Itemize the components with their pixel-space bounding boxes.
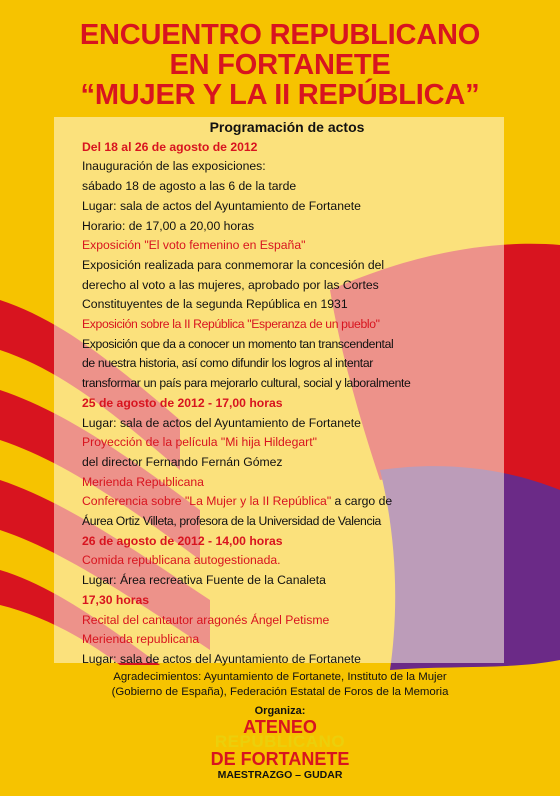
title-line-2: EN FORTANETE xyxy=(169,49,391,81)
date-heading: 25 de agosto de 2012 - 17,00 horas xyxy=(82,395,283,410)
title-line-1: ENCUENTRO REPUBLICANO xyxy=(79,19,481,51)
program-line: derecho al voto a las mujeres, aprobado por las Cortes xyxy=(82,277,379,292)
program-line: Exposición realizada para conmemorar la concesión del xyxy=(82,257,385,272)
program-line: Inauguración de las exposiciones: xyxy=(82,159,266,174)
program-line: del director Fernando Fernán Gómez xyxy=(82,454,283,469)
program-line xyxy=(82,492,482,512)
title-line-3: “MUJER Y LA II REPÚBLICA” xyxy=(80,79,480,111)
program-text: a cargo de xyxy=(334,494,393,509)
program-line: Horario: de 17,00 a 20,00 horas xyxy=(82,218,255,233)
exhibition-title: Exposición sobre la II República "Esperanza de un pueblo" xyxy=(82,317,380,332)
program-line: Áurea Ortiz Villeta, profesora de la Universidad de Valencia xyxy=(82,514,381,529)
date-heading: Del 18 al 26 de agosto de 2012 xyxy=(82,139,258,154)
time-heading: 17,30 horas xyxy=(82,592,150,607)
event-title: Proyección de la película "Mi hija Hildegart" xyxy=(82,435,317,450)
program-line: Exposición que da a conocer un momento tan transcendental xyxy=(82,336,394,351)
program-line: sábado 18 de agosto a las 6 de la tarde xyxy=(82,179,297,194)
program-line: Constituyentes de la segunda República en 1931 xyxy=(82,297,348,312)
program-content xyxy=(82,118,482,670)
exhibition-title: Exposición "El voto femenino en España" xyxy=(82,238,306,253)
event-title: Comida republicana autogestionada. xyxy=(82,553,281,568)
date-heading: 26 de agosto de 2012 - 14,00 horas xyxy=(82,533,283,548)
organizer-name-line-1: ATENEO xyxy=(243,717,317,737)
program-line: Lugar: sala de actos del Ayuntamiento de Fortanete xyxy=(82,651,361,666)
event-title: Recital del cantautor aragonés Ángel Petisme xyxy=(82,612,330,627)
program-heading: Programación de actos xyxy=(209,119,365,135)
program-line: de nuestra historia, así como difundir los logros al intentar xyxy=(82,356,373,371)
event-title: Merienda republicana xyxy=(82,632,200,647)
organizer-region: MAESTRAZGO – GUDAR xyxy=(217,769,343,781)
organizer-name-line-2: REPUBLICANO xyxy=(214,732,346,751)
acknowledgements-line: (Gobierno de España), Federación Estatal de Foros de la Memoria xyxy=(111,686,449,698)
organizer-label: Organiza: xyxy=(254,705,306,717)
event-title: Merienda Republicana xyxy=(82,474,204,489)
organizer-name-line-3: DE FORTANETE xyxy=(210,749,350,769)
event-title: Conferencia sobre "La Mujer y la II República" xyxy=(82,494,332,509)
program-line: Lugar: sala de actos del Ayuntamiento de Fortanete xyxy=(82,415,361,430)
acknowledgements xyxy=(60,670,500,700)
program-line: Lugar: Área recreativa Fuente de la Canaleta xyxy=(82,573,326,588)
program-line: transformar un país para mejorarlo cultural, social y laboralmente xyxy=(82,376,411,391)
program-line: Lugar: sala de actos del Ayuntamiento de Fortanete xyxy=(82,198,361,213)
acknowledgements-line: Agradecimientos: Ayuntamiento de Fortanete, Instituto de la Mujer xyxy=(113,671,447,683)
